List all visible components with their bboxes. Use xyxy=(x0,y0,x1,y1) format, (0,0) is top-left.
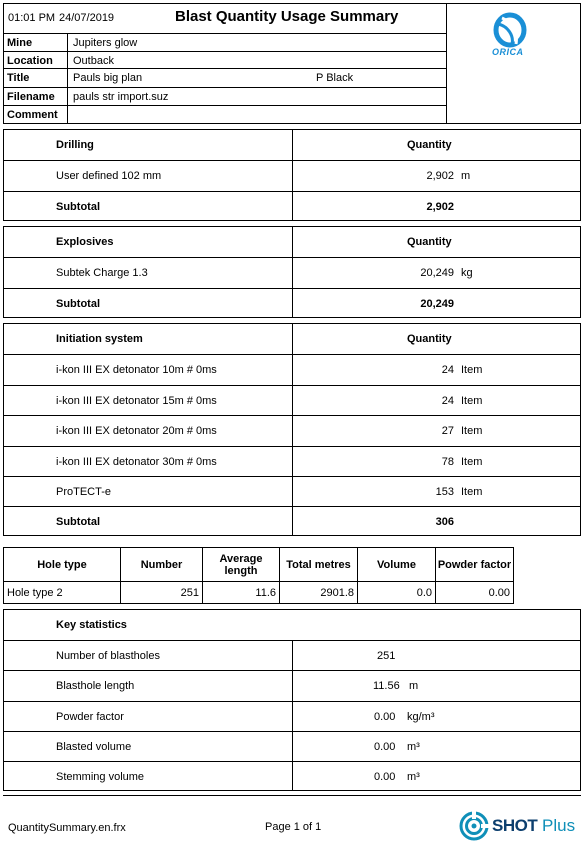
item-value: 153 xyxy=(435,485,454,498)
subtotal-label: Subtotal xyxy=(56,297,100,310)
item-unit: m xyxy=(461,170,471,182)
field-label-mine: Mine xyxy=(7,37,33,49)
cell-hole-type: Hole type 2 xyxy=(7,587,63,599)
explosives-heading: Explosives xyxy=(56,236,114,248)
stat-value: 0.00 xyxy=(374,770,396,783)
quantity-heading: Quantity xyxy=(407,333,452,345)
stat-unit: m³ xyxy=(407,740,420,753)
orica-logo-text: ORICA xyxy=(492,47,524,57)
field-label-location: Location xyxy=(7,55,53,67)
table-row xyxy=(4,257,580,288)
table-header-row xyxy=(4,130,580,160)
explosives-table xyxy=(3,226,581,318)
hole-type-table xyxy=(3,547,514,604)
subtotal-row xyxy=(4,288,580,318)
stat-value: 11.56 xyxy=(373,680,400,692)
cell-number: 251 xyxy=(180,587,199,599)
item-label: ProTECT-e xyxy=(56,485,112,498)
report-time: 01:01 PM xyxy=(8,12,56,24)
field-value-location: Outback xyxy=(73,55,114,67)
col-header-average-length: Average length xyxy=(219,552,263,577)
stat-label: Blasted volume xyxy=(56,740,132,753)
item-label: i-kon III EX detonator 20m # 0ms xyxy=(56,425,217,437)
quantity-heading: Quantity xyxy=(407,236,452,248)
table-header-row xyxy=(4,610,580,640)
subtotal-row xyxy=(4,506,580,536)
report-date: 24/07/2019 xyxy=(59,12,115,24)
shotplus-logo-text-shot: SHOT xyxy=(492,816,538,835)
subtotal-value: 20,249 xyxy=(420,297,454,310)
shotplus-logo xyxy=(459,811,581,841)
shotplus-logo-icon xyxy=(459,811,489,841)
page-number: Page 1 of 1 xyxy=(265,821,322,833)
table-row xyxy=(4,385,580,415)
stat-unit: m³ xyxy=(407,770,420,783)
key-statistics-table xyxy=(3,609,581,791)
quantity-heading: Quantity xyxy=(407,139,452,151)
report-title: Blast Quantity Usage Summary xyxy=(175,8,399,25)
drilling-table xyxy=(3,129,581,221)
subtotal-label: Subtotal xyxy=(56,200,100,213)
stat-value: 0.00 xyxy=(374,710,396,723)
divider xyxy=(67,33,68,124)
subtotal-row xyxy=(4,191,580,221)
table-row xyxy=(4,670,580,701)
item-value: 20,249 xyxy=(420,267,454,279)
col-header-total-metres: Total metres xyxy=(286,558,351,571)
subtotal-value: 306 xyxy=(435,515,454,528)
item-unit: Item xyxy=(461,394,483,407)
stat-label: Number of blastholes xyxy=(56,649,160,662)
field-value-author: P Black xyxy=(316,72,354,84)
initiation-heading: Initiation system xyxy=(56,333,143,345)
cell-average-length: 11.6 xyxy=(255,587,276,599)
item-value: 24 xyxy=(441,394,454,407)
col-header-hole-type: Hole type xyxy=(37,558,87,571)
table-row xyxy=(4,446,580,476)
table-header-row xyxy=(4,324,580,354)
col-header-powder-factor: Powder factor xyxy=(437,558,512,571)
initiation-table xyxy=(3,323,581,536)
stat-value: 0.00 xyxy=(374,740,396,753)
stat-unit: kg/m³ xyxy=(407,710,435,723)
table-row xyxy=(4,354,580,385)
divider xyxy=(3,33,447,34)
col-header-volume: Volume xyxy=(377,558,416,571)
item-label: i-kon III EX detonator 10m # 0ms xyxy=(56,364,217,376)
item-unit: Item xyxy=(461,425,483,437)
drilling-heading: Drilling xyxy=(56,139,94,151)
stat-label: Blasthole length xyxy=(56,680,135,692)
divider xyxy=(3,105,447,106)
table-header-row xyxy=(4,227,580,257)
subtotal-value: 2,902 xyxy=(426,200,454,213)
cell-total-metres: 2901.8 xyxy=(320,587,354,599)
field-label-comment: Comment xyxy=(7,109,58,121)
table-row xyxy=(4,701,580,731)
divider xyxy=(3,68,447,69)
report-file-name: QuantitySummary.en.frx xyxy=(8,822,126,834)
table-row xyxy=(4,476,580,506)
table-row xyxy=(4,415,580,446)
item-label: Subtek Charge 1.3 xyxy=(56,267,148,279)
item-unit: Item xyxy=(461,455,483,468)
cell-powder-factor: 0.00 xyxy=(488,587,510,599)
orica-logo xyxy=(490,12,534,60)
shotplus-logo-text-plus: Plus xyxy=(542,816,576,835)
table-row xyxy=(4,731,580,761)
item-value: 27 xyxy=(441,425,454,437)
col-header-number: Number xyxy=(140,558,183,571)
field-label-filename: Filename xyxy=(7,91,55,103)
item-unit: kg xyxy=(461,267,473,279)
stat-unit: m xyxy=(409,680,419,692)
item-value: 24 xyxy=(441,364,454,376)
field-label-title: Title xyxy=(7,72,30,84)
item-value: 2,902 xyxy=(426,170,454,182)
table-row xyxy=(4,160,580,191)
table-row xyxy=(4,640,580,670)
key-statistics-heading: Key statistics xyxy=(56,619,127,631)
field-value-mine: Jupiters glow xyxy=(73,37,138,49)
divider xyxy=(3,51,447,52)
divider xyxy=(3,87,447,88)
field-value-filename: pauls str import.suz xyxy=(73,91,169,103)
cell-volume: 0.0 xyxy=(416,587,432,599)
stat-value: 251 xyxy=(377,649,396,662)
subtotal-label: Subtotal xyxy=(56,515,100,528)
table-row xyxy=(4,761,580,791)
item-label: User defined 102 mm xyxy=(56,170,162,182)
footer-divider xyxy=(3,795,581,796)
item-label: i-kon III EX detonator 30m # 0ms xyxy=(56,455,217,468)
stat-label: Stemming volume xyxy=(56,770,145,783)
field-value-title: Pauls big plan xyxy=(73,72,143,84)
item-label: i-kon III EX detonator 15m # 0ms xyxy=(56,394,217,407)
item-unit: Item xyxy=(461,485,483,498)
item-unit: Item xyxy=(461,364,483,376)
stat-label: Powder factor xyxy=(56,710,124,723)
item-value: 78 xyxy=(441,455,454,468)
